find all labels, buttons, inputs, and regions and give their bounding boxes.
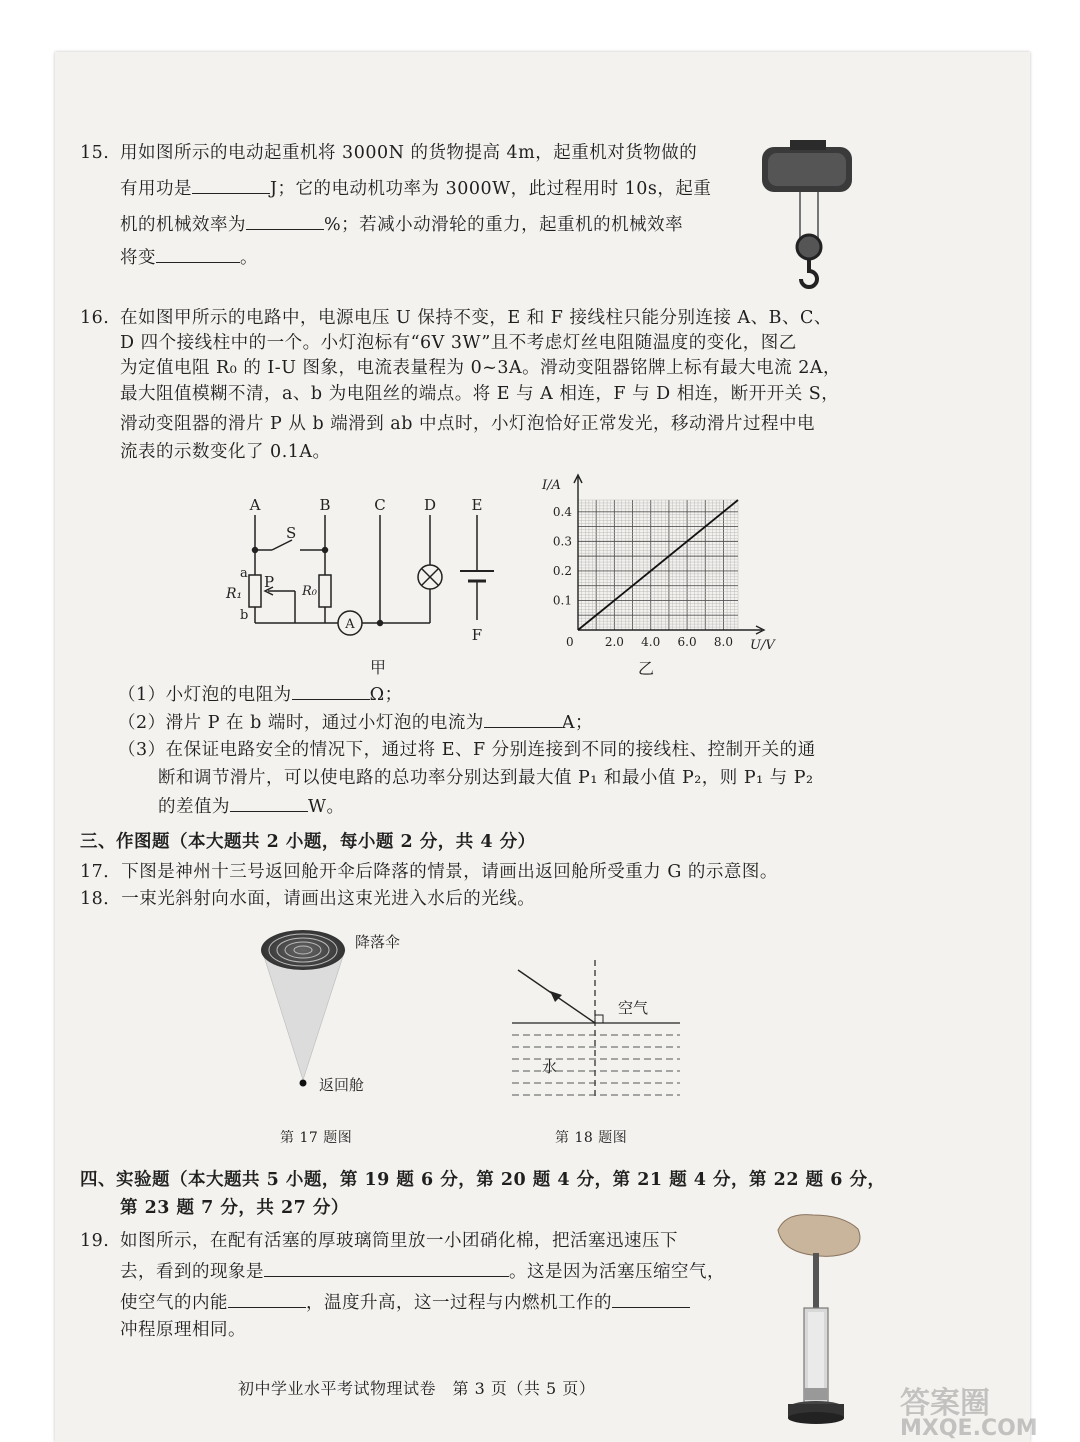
fig17-parachute-label: 降落伞: [355, 933, 401, 951]
q19-blank-phenomenon[interactable]: [264, 1259, 509, 1277]
section3-heading: 三、作图题（本大题共 2 小题，每小题 2 分，共 4 分）: [80, 832, 536, 852]
terminal-A: A: [249, 496, 261, 514]
chart-origin: 0: [566, 635, 574, 649]
q19-line2: 去，看到的现象是 。这是因为活塞压缩空气，: [120, 1259, 725, 1284]
q16-sub3-line2: 断和调节滑片，可以使电路的总功率分别达到最大值 P₁ 和最小值 P₂，则 P₁ 与 P₂: [158, 768, 814, 788]
x-tick-label: 6.0: [677, 635, 697, 649]
end-a-label: a: [240, 566, 248, 581]
q19-line1: 如图所示，在配有活塞的厚玻璃筒里放一小团硝化棉，把活塞迅速压下: [120, 1231, 678, 1251]
ray-arrow: [550, 991, 562, 1002]
r0-label: R₀: [302, 584, 317, 599]
q15-line3: 机的机械效率为 %；若减小动滑轮的重力，起重机的机械效率: [120, 212, 683, 237]
q15-blank-useful-work[interactable]: [192, 176, 270, 194]
q18-text: 18．一束光斜射向水面，请画出这束光进入水后的光线。: [80, 889, 536, 909]
q16-blank-lamp-resistance[interactable]: [292, 682, 370, 700]
q16-sub1: （1）小灯泡的电阻为 Ω；: [118, 682, 403, 707]
terminal-E: E: [471, 496, 483, 514]
q17-text: 17．下图是神州十三号返回舱开伞后降落的情景，请画出返回舱所受重力 G 的示意图。: [80, 862, 778, 882]
chart-xlabel: U/V: [750, 638, 775, 653]
q16-line6: 流表的示数变化了 0.1A。: [120, 442, 331, 462]
ammeter-label: A: [345, 617, 355, 632]
x-tick-label: 2.0: [604, 635, 624, 649]
fig18-water-label: 水: [542, 1058, 558, 1076]
terminal-B: B: [319, 496, 331, 514]
slider-label: P: [264, 573, 275, 591]
circuit-caption: 甲: [369, 658, 387, 677]
q16-number: 16.: [80, 308, 110, 328]
q16-line1: 在如图甲所示的电路中，电源电压 U 保持不变，E 和 F 接线柱只能分别连接 A、B、C、: [120, 308, 832, 328]
chart-caption: 乙: [638, 659, 655, 678]
y-tick-label: 0.3: [552, 534, 572, 549]
q16-blank-lamp-current[interactable]: [484, 710, 562, 728]
fig17-caption-text: 第 17 题图: [280, 1130, 353, 1146]
q19-blank-internal-energy[interactable]: [228, 1290, 306, 1308]
crane-image: [760, 135, 855, 300]
page-footer: 初中学业水平考试物理试卷 第 3 页（共 5 页）: [238, 1379, 596, 1398]
q16-sub2: （2）滑片 P 在 b 端时，通过小灯泡的电流为 A；: [118, 710, 593, 735]
y-tick-label: 0.1: [552, 593, 572, 608]
fig18-caption: 第 18 题图: [555, 1130, 628, 1146]
q16-sub3-line3: 的差值为 W。: [158, 794, 345, 819]
fig18-water: [500, 955, 700, 1125]
q15-number: 15.: [80, 143, 110, 163]
q16-sub3-line1: （3）在保证电路安全的情况下，通过将 E、F 分别连接到不同的接线柱、控制开关的通: [118, 740, 816, 760]
iu-chart: [530, 465, 790, 690]
terminal-D: D: [423, 496, 437, 514]
watermark-url: MXQE.COM: [900, 1416, 1038, 1441]
circuit-diagram: [220, 495, 520, 685]
y-tick-label: 0.2: [552, 563, 572, 578]
piston-cylinder-image: [768, 1208, 868, 1428]
q19-blank-stroke[interactable]: [612, 1290, 690, 1308]
q16-line2: D 四个接线柱中的一个。小灯泡标有“6V 3W”且不考虑灯丝电阻随温度的变化，图乙: [120, 333, 797, 353]
section4-heading-line1: 四、实验题（本大题共 5 小题，第 19 题 6 分，第 20 题 4 分，第 21 题 4 分，第 22 题 6 分，: [80, 1170, 886, 1190]
switch-label: S: [286, 524, 297, 542]
y-tick-label: 0.4: [552, 504, 572, 519]
q19-line4: 冲程原理相同。: [120, 1320, 246, 1340]
q16-line4: 最大阻值模糊不清，a、b 为电阻丝的端点。将 E 与 A 相连，F 与 D 相连，断开开关 S，: [120, 384, 840, 404]
r1-label: R₁: [226, 586, 243, 602]
q16-line5: 滑动变阻器的滑片 P 从 b 端滑到 ab 中点时，小灯泡恰好正常发光，移动滑片过程中电: [120, 414, 815, 434]
fig17-parachute: [255, 915, 455, 1125]
q16-blank-power-difference[interactable]: [230, 794, 308, 812]
fig18-air-label: 空气: [618, 999, 649, 1017]
q19-number: 19.: [80, 1231, 110, 1251]
terminal-C: C: [374, 496, 386, 514]
q15-line2: 有用功是 J；它的电动机功率为 3000W，此过程用时 10s，起重: [120, 176, 711, 201]
q15-line4: 将变 。: [120, 245, 258, 270]
q15-blank-change[interactable]: [156, 245, 240, 263]
terminal-F: F: [471, 626, 483, 644]
end-b-label: b: [240, 608, 249, 623]
q15-blank-efficiency[interactable]: [246, 212, 324, 230]
watermark-brand: 答案圈: [900, 1386, 990, 1421]
x-tick-label: 8.0: [713, 635, 734, 649]
q16-line3: 为定值电阻 R₀ 的 I-U 图象，电流表量程为 0~3A。滑动变阻器铭牌上标有最大电流 2A，: [120, 358, 841, 378]
chart-ylabel: I/A: [542, 478, 561, 493]
x-tick-label: 4.0: [641, 635, 661, 649]
q15-line1: 用如图所示的电动起重机将 3000N 的货物提高 4m，起重机对货物做的: [120, 143, 698, 163]
fig17-capsule-label: 返回舱: [319, 1076, 365, 1094]
section4-heading-line2: 第 23 题 7 分，共 27 分）: [120, 1198, 349, 1218]
watermark-logo: [900, 1378, 1050, 1441]
q19-line3: 使空气的内能 ，温度升高，这一过程与内燃机工作的: [120, 1290, 690, 1315]
